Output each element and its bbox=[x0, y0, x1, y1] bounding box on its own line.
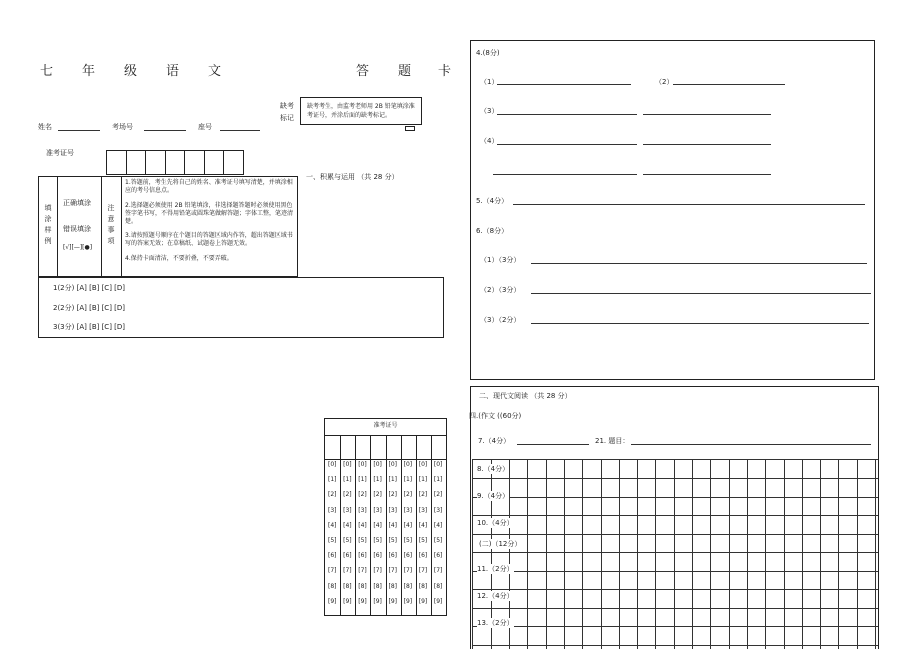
note-item: 4.保持卡面清洁，不要折叠，不要弄破。 bbox=[125, 255, 233, 262]
id-digit-option[interactable]: [7] bbox=[403, 567, 413, 575]
id-digit-option[interactable]: [5] bbox=[343, 537, 352, 544]
mc-question: 3(3分) bbox=[53, 323, 75, 331]
id-digit-option[interactable]: [8] bbox=[328, 582, 337, 590]
id-digit-option[interactable]: [3] bbox=[373, 506, 382, 514]
id-digit-option[interactable]: [6] bbox=[358, 552, 367, 560]
name-label: 姓名 bbox=[38, 123, 52, 131]
essay-q-label: 12.（4分） bbox=[477, 592, 514, 600]
notes-label: 注意事项 bbox=[107, 204, 115, 245]
id-digit-option[interactable]: [4] bbox=[343, 521, 352, 529]
title-char: 卡 bbox=[438, 64, 452, 79]
answer-line[interactable] bbox=[493, 174, 637, 175]
wrong-fill-label: 错误填涂 bbox=[63, 225, 91, 233]
section1-title: 一、积累与运用 （共 28 分） bbox=[306, 173, 399, 181]
mc-question: 2(2分) bbox=[53, 304, 75, 312]
id-digit-option[interactable]: [9] bbox=[388, 597, 397, 605]
id-digit-option[interactable]: [3] bbox=[403, 506, 413, 514]
essay-grid[interactable] bbox=[472, 459, 878, 649]
id-digit-option[interactable]: [6] bbox=[328, 552, 337, 560]
id-digit-option[interactable]: [3] bbox=[433, 506, 443, 514]
section4-title: 四.(作文 ((60分) bbox=[469, 412, 522, 420]
essay-title-line[interactable] bbox=[631, 444, 871, 445]
title-char: 语 bbox=[166, 64, 180, 79]
id-digit-option[interactable]: [5] bbox=[388, 537, 397, 544]
id-digit-option[interactable]: [1] bbox=[373, 476, 382, 484]
id-digit-option[interactable]: [6] bbox=[433, 552, 443, 560]
id-digit-option[interactable]: [9] bbox=[328, 597, 337, 605]
id-digit-option[interactable]: [4] bbox=[373, 521, 382, 529]
seat-label: 座号 bbox=[198, 123, 212, 131]
id-label: 准考证号 bbox=[46, 149, 74, 157]
id-digit-option[interactable]: [2] bbox=[433, 491, 443, 499]
id-digit-option[interactable]: [1] bbox=[403, 476, 413, 484]
id-digit-option[interactable]: [0] bbox=[358, 461, 367, 468]
mc-question: 1(2分) bbox=[53, 284, 75, 292]
id-digit-option[interactable]: [7] bbox=[328, 567, 337, 575]
id-digit-option[interactable]: [5] bbox=[328, 537, 337, 544]
id-digit-option[interactable]: [4] bbox=[403, 521, 413, 529]
id-digit-option[interactable]: [0] bbox=[403, 461, 413, 468]
section2-title: 二、现代文阅读 （共 28 分） bbox=[479, 392, 572, 400]
essay-q-label: 10.（4分） bbox=[477, 519, 514, 527]
correct-fill-label: 正确填涂 bbox=[63, 199, 91, 207]
id-digit-option[interactable]: [6] bbox=[343, 552, 352, 560]
id-digit-option[interactable]: [4] bbox=[433, 521, 443, 529]
q4-sub: （1） bbox=[480, 78, 499, 86]
id-digit-option[interactable]: [9] bbox=[373, 597, 382, 605]
id-digit-option[interactable]: [1] bbox=[343, 476, 352, 484]
note-item: 1.答题前，考生先将自己的姓名、准考证号填写清楚，并填涂相应的考号信息点。 bbox=[125, 179, 293, 194]
answer-line[interactable] bbox=[643, 114, 771, 115]
answer-panel-top bbox=[470, 40, 875, 380]
id-digit-option[interactable]: [4] bbox=[328, 521, 337, 529]
title-char: 文 bbox=[208, 64, 222, 79]
id-digit-option[interactable]: [8] bbox=[433, 582, 443, 590]
fill-sample-label: 填涂样例 bbox=[44, 204, 52, 245]
essay-q-label: (二)（12分） bbox=[479, 540, 522, 548]
answer-line[interactable] bbox=[673, 84, 785, 85]
fill-example-box bbox=[38, 176, 298, 277]
absent-note: 缺考考生，由监考老师用 2B 铅笔填涂准考证号，并涂后面的缺考标记。 bbox=[307, 103, 415, 119]
title-char: 答 bbox=[356, 64, 370, 79]
answer-line[interactable] bbox=[497, 144, 637, 145]
answer-line[interactable] bbox=[531, 323, 869, 324]
answer-line[interactable] bbox=[531, 263, 867, 264]
mc-row[interactable] bbox=[53, 303, 125, 313]
q6-label: 6.（8分） bbox=[476, 227, 509, 235]
notes-list bbox=[125, 179, 295, 263]
answer-line[interactable] bbox=[643, 144, 771, 145]
answer-line[interactable] bbox=[497, 84, 631, 85]
q4-sub: （2） bbox=[655, 78, 674, 86]
q4-label: 4.(8分) bbox=[476, 49, 500, 57]
id-digit-option[interactable]: [1] bbox=[388, 476, 397, 484]
q4-sub: （4） bbox=[480, 137, 499, 145]
id-digit-option[interactable]: [0] bbox=[418, 461, 428, 468]
q4-sub: （3） bbox=[480, 107, 499, 115]
id-digit-option[interactable]: [6] bbox=[373, 552, 382, 560]
id-digit-option[interactable]: [0] bbox=[328, 461, 337, 468]
id-digit-option[interactable]: [4] bbox=[358, 521, 367, 529]
title-char: 七 bbox=[40, 64, 54, 79]
id-digit-option[interactable]: [5] bbox=[418, 537, 428, 544]
essay-q-label: 9.（4分） bbox=[477, 492, 510, 500]
mc-options[interactable]: [A] [B] [C] [D] bbox=[76, 323, 126, 331]
id-digit-option[interactable]: [0] bbox=[343, 461, 352, 468]
id-digit-option[interactable]: [5] bbox=[433, 537, 443, 544]
id-digit-option[interactable]: [3] bbox=[418, 506, 428, 514]
essay-q-label: 8.（4分） bbox=[477, 465, 510, 473]
q7-label: 7.（4分） bbox=[478, 437, 511, 445]
mc-row[interactable] bbox=[53, 322, 125, 332]
seat-field[interactable] bbox=[220, 130, 260, 131]
id-digit-option[interactable]: [3] bbox=[358, 506, 367, 514]
id-digit-option[interactable]: [9] bbox=[343, 597, 352, 605]
room-field[interactable] bbox=[144, 130, 186, 131]
name-field[interactable] bbox=[58, 130, 100, 131]
essay-q-label: 11.（2分） bbox=[477, 565, 514, 573]
id-digit-option[interactable]: [2] bbox=[373, 491, 382, 499]
id-digit-option[interactable]: [2] bbox=[403, 491, 413, 499]
id-digit-option[interactable]: [7] bbox=[418, 567, 428, 575]
id-digit-option[interactable]: [2] bbox=[388, 491, 397, 499]
id-digit-option[interactable]: [0] bbox=[373, 461, 382, 468]
id-digit-option[interactable]: [7] bbox=[373, 567, 382, 575]
id-digit-option[interactable]: [5] bbox=[358, 537, 367, 544]
id-digit-option[interactable]: [2] bbox=[418, 491, 428, 499]
id-digit-option[interactable]: [7] bbox=[358, 567, 367, 575]
id-grid-title: 准考证号 bbox=[373, 422, 398, 429]
id-digit-option[interactable]: [0] bbox=[433, 461, 443, 468]
answer-line[interactable] bbox=[517, 444, 589, 445]
id-digit-option[interactable]: [3] bbox=[343, 506, 352, 514]
id-digit-option[interactable]: [7] bbox=[343, 567, 352, 575]
note-item: 2.选择题必须使用 2B 铅笔填涂，非选择题答题时必须使用黑色签字笔书写，不得用铅笔或圆珠笔做解答题；字体工整，笔迹清楚。 bbox=[125, 202, 294, 225]
id-digit-option[interactable]: [8] bbox=[373, 582, 382, 590]
essay-q-label: 13.（2分） bbox=[477, 619, 514, 627]
id-digit-option[interactable]: [2] bbox=[358, 491, 367, 499]
mc-options[interactable]: [A] [B] [C] [D] bbox=[76, 284, 126, 292]
q6-sub: （2）（3分） bbox=[480, 286, 521, 294]
absent-note-box bbox=[300, 97, 422, 125]
id-digit-option[interactable]: [8] bbox=[358, 582, 367, 590]
title-char: 级 bbox=[124, 64, 138, 79]
q5-label: 5.（4分） bbox=[476, 197, 509, 205]
id-digit-option[interactable]: [1] bbox=[358, 476, 367, 484]
id-digit-option[interactable]: [6] bbox=[418, 552, 428, 560]
room-label: 考场号 bbox=[112, 123, 133, 131]
id-digit-option[interactable]: [5] bbox=[373, 537, 382, 544]
title-char: 题 bbox=[398, 64, 412, 79]
answer-line[interactable] bbox=[531, 293, 871, 294]
id-digit-option[interactable]: [6] bbox=[403, 552, 413, 560]
id-digit-option[interactable]: [3] bbox=[328, 506, 337, 514]
answer-line[interactable] bbox=[497, 114, 637, 115]
absent-label: 缺考 标记 bbox=[280, 102, 294, 122]
id-digit-option[interactable]: [0] bbox=[388, 461, 397, 468]
q6-sub: （3）（2分） bbox=[480, 316, 521, 324]
id-digit-option[interactable]: [5] bbox=[403, 537, 413, 544]
q6-sub: （1）（3分） bbox=[480, 256, 521, 264]
id-digit-option[interactable]: [4] bbox=[388, 521, 397, 529]
id-digit-option[interactable]: [1] bbox=[433, 476, 443, 484]
mc-options[interactable]: [A] [B] [C] [D] bbox=[76, 304, 126, 312]
id-digit-grid[interactable] bbox=[324, 418, 447, 616]
id-digit-option[interactable]: [6] bbox=[388, 552, 397, 560]
q21-label: 21. 题目： bbox=[595, 437, 630, 445]
id-digit-option[interactable]: [1] bbox=[328, 476, 337, 484]
id-digit-option[interactable]: [8] bbox=[418, 582, 428, 590]
absent-checkbox[interactable] bbox=[405, 126, 415, 131]
id-digit-option[interactable]: [9] bbox=[403, 597, 413, 605]
id-digit-option[interactable]: [8] bbox=[343, 582, 352, 590]
title-char: 年 bbox=[82, 64, 96, 79]
note-item: 3.请按照题号顺序在个题目的答题区域内作答，超出答题区域书写的答案无效；在草稿纸、试题卷上答题无效。 bbox=[125, 232, 293, 247]
id-digit-option[interactable]: [9] bbox=[358, 597, 367, 605]
id-digit-option[interactable]: [4] bbox=[418, 521, 428, 529]
id-boxes[interactable] bbox=[106, 150, 244, 175]
id-digit-option[interactable]: [2] bbox=[328, 491, 337, 499]
id-digit-option[interactable]: [3] bbox=[388, 506, 397, 514]
id-digit-option[interactable]: [8] bbox=[403, 582, 413, 590]
answer-line[interactable] bbox=[513, 204, 865, 205]
mc-row[interactable] bbox=[53, 283, 125, 293]
id-digit-option[interactable]: [7] bbox=[388, 567, 397, 575]
wrong-marks: [√][—][●] bbox=[63, 244, 93, 251]
id-digit-option[interactable]: [2] bbox=[343, 491, 352, 499]
id-digit-option[interactable]: [1] bbox=[418, 476, 428, 484]
id-digit-option[interactable]: [8] bbox=[388, 582, 397, 590]
id-digit-option[interactable]: [9] bbox=[433, 597, 443, 605]
id-digit-option[interactable]: [9] bbox=[418, 597, 428, 605]
id-digit-option[interactable]: [7] bbox=[433, 567, 443, 575]
answer-line[interactable] bbox=[643, 174, 771, 175]
mc-box bbox=[38, 277, 444, 338]
